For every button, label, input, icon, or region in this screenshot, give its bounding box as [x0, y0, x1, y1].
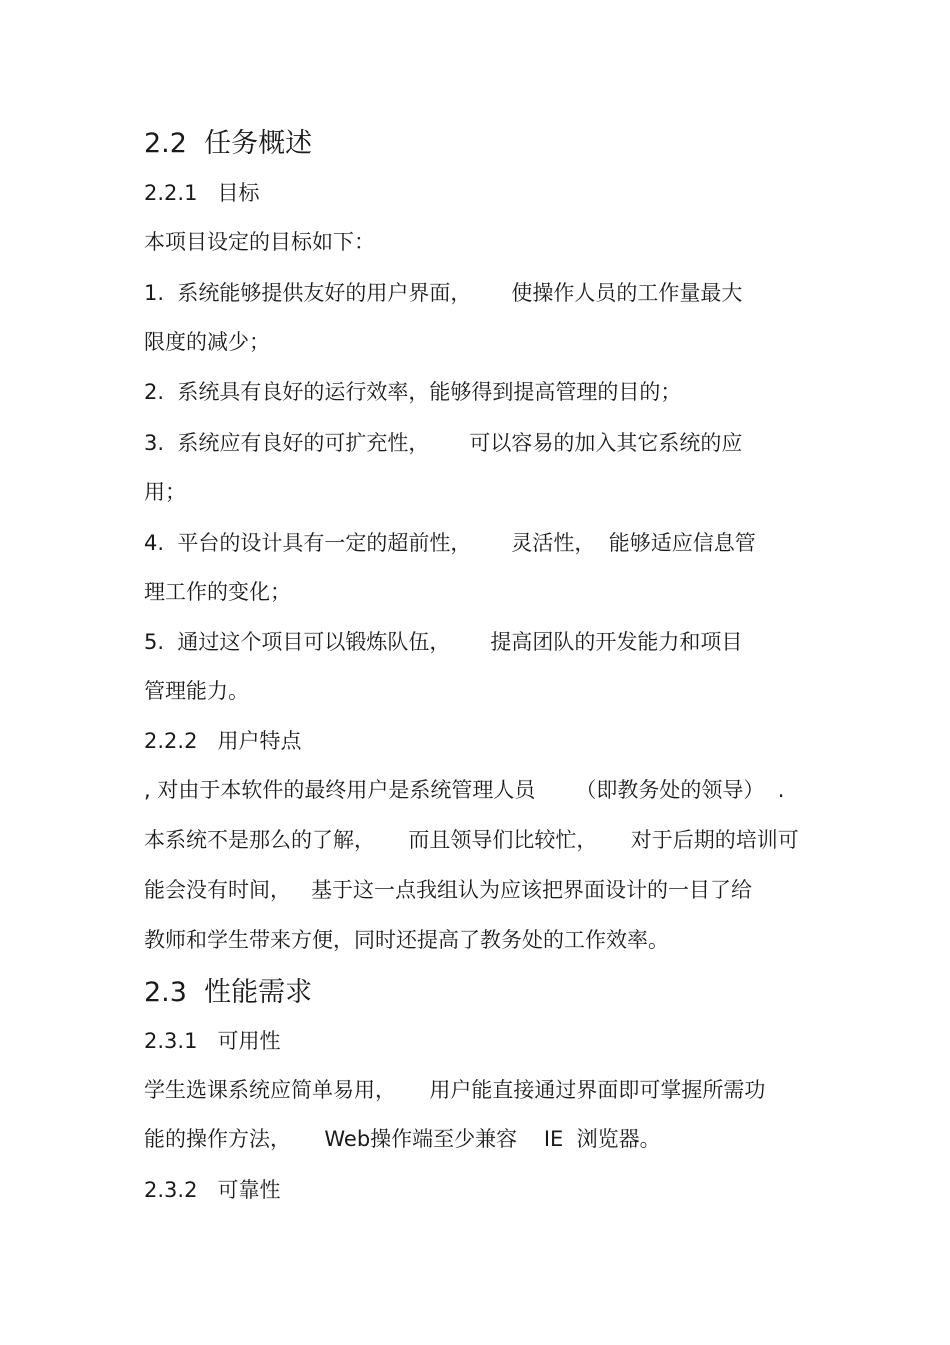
subsection-heading-2-3-2: 2.3.2 可靠性: [144, 1178, 281, 1202]
user-traits-line-3: 能会没有时间， 基于这一点我组认为应该把界面设计的一目了给: [144, 878, 753, 902]
subsection-heading-2-2-1: 2.2.1 目标: [144, 181, 260, 205]
subsection-heading-2-3-1: 2.3.1 可用性: [144, 1029, 281, 1053]
goal-item-1-line-2: 限度的减少；: [144, 330, 270, 354]
usability-line-1: 学生选课系统应简单易用， 用户能直接通过界面即可掌握所需功: [144, 1078, 766, 1102]
user-traits-line-4: 教师和学生带来方便，同时还提高了教务处的工作效率。: [144, 928, 669, 952]
goals-intro: 本项目设定的目标如下：: [144, 230, 375, 254]
goal-item-4-line-2: 理工作的变化；: [144, 580, 291, 604]
user-traits-line-1: , 对由于本软件的最终用户是系统管理人员 （即教务处的领导） .: [144, 778, 785, 802]
section-heading-2-2: 2.2 任务概述: [144, 128, 313, 159]
section-heading-2-3: 2.3 性能需求: [144, 977, 313, 1008]
goal-item-5-line-1: 5. 通过这个项目可以锻炼队伍， 提高团队的开发能力和项目: [144, 630, 743, 654]
usability-line-2: 能的操作方法， Web操作端至少兼容 IE 浏览器。: [144, 1127, 661, 1151]
goal-item-5-line-2: 管理能力。: [144, 679, 249, 703]
goal-item-4-line-1: 4. 平台的设计具有一定的超前性， 灵活性， 能够适应信息管: [144, 531, 756, 555]
goal-item-3-line-2: 用；: [144, 480, 186, 504]
user-traits-line-2: 本系统不是那么的了解， 而且领导们比较忙， 对于后期的培训可: [144, 828, 799, 852]
goal-item-1-line-1: 1. 系统能够提供友好的用户界面， 使操作人员的工作量最大: [144, 281, 743, 305]
goal-item-2-line-1: 2. 系统具有良好的运行效率，能够得到提高管理的目的；: [144, 380, 682, 404]
subsection-heading-2-2-2: 2.2.2 用户特点: [144, 729, 302, 753]
goal-item-3-line-1: 3. 系统应有良好的可扩充性， 可以容易的加入其它系统的应: [144, 431, 743, 455]
